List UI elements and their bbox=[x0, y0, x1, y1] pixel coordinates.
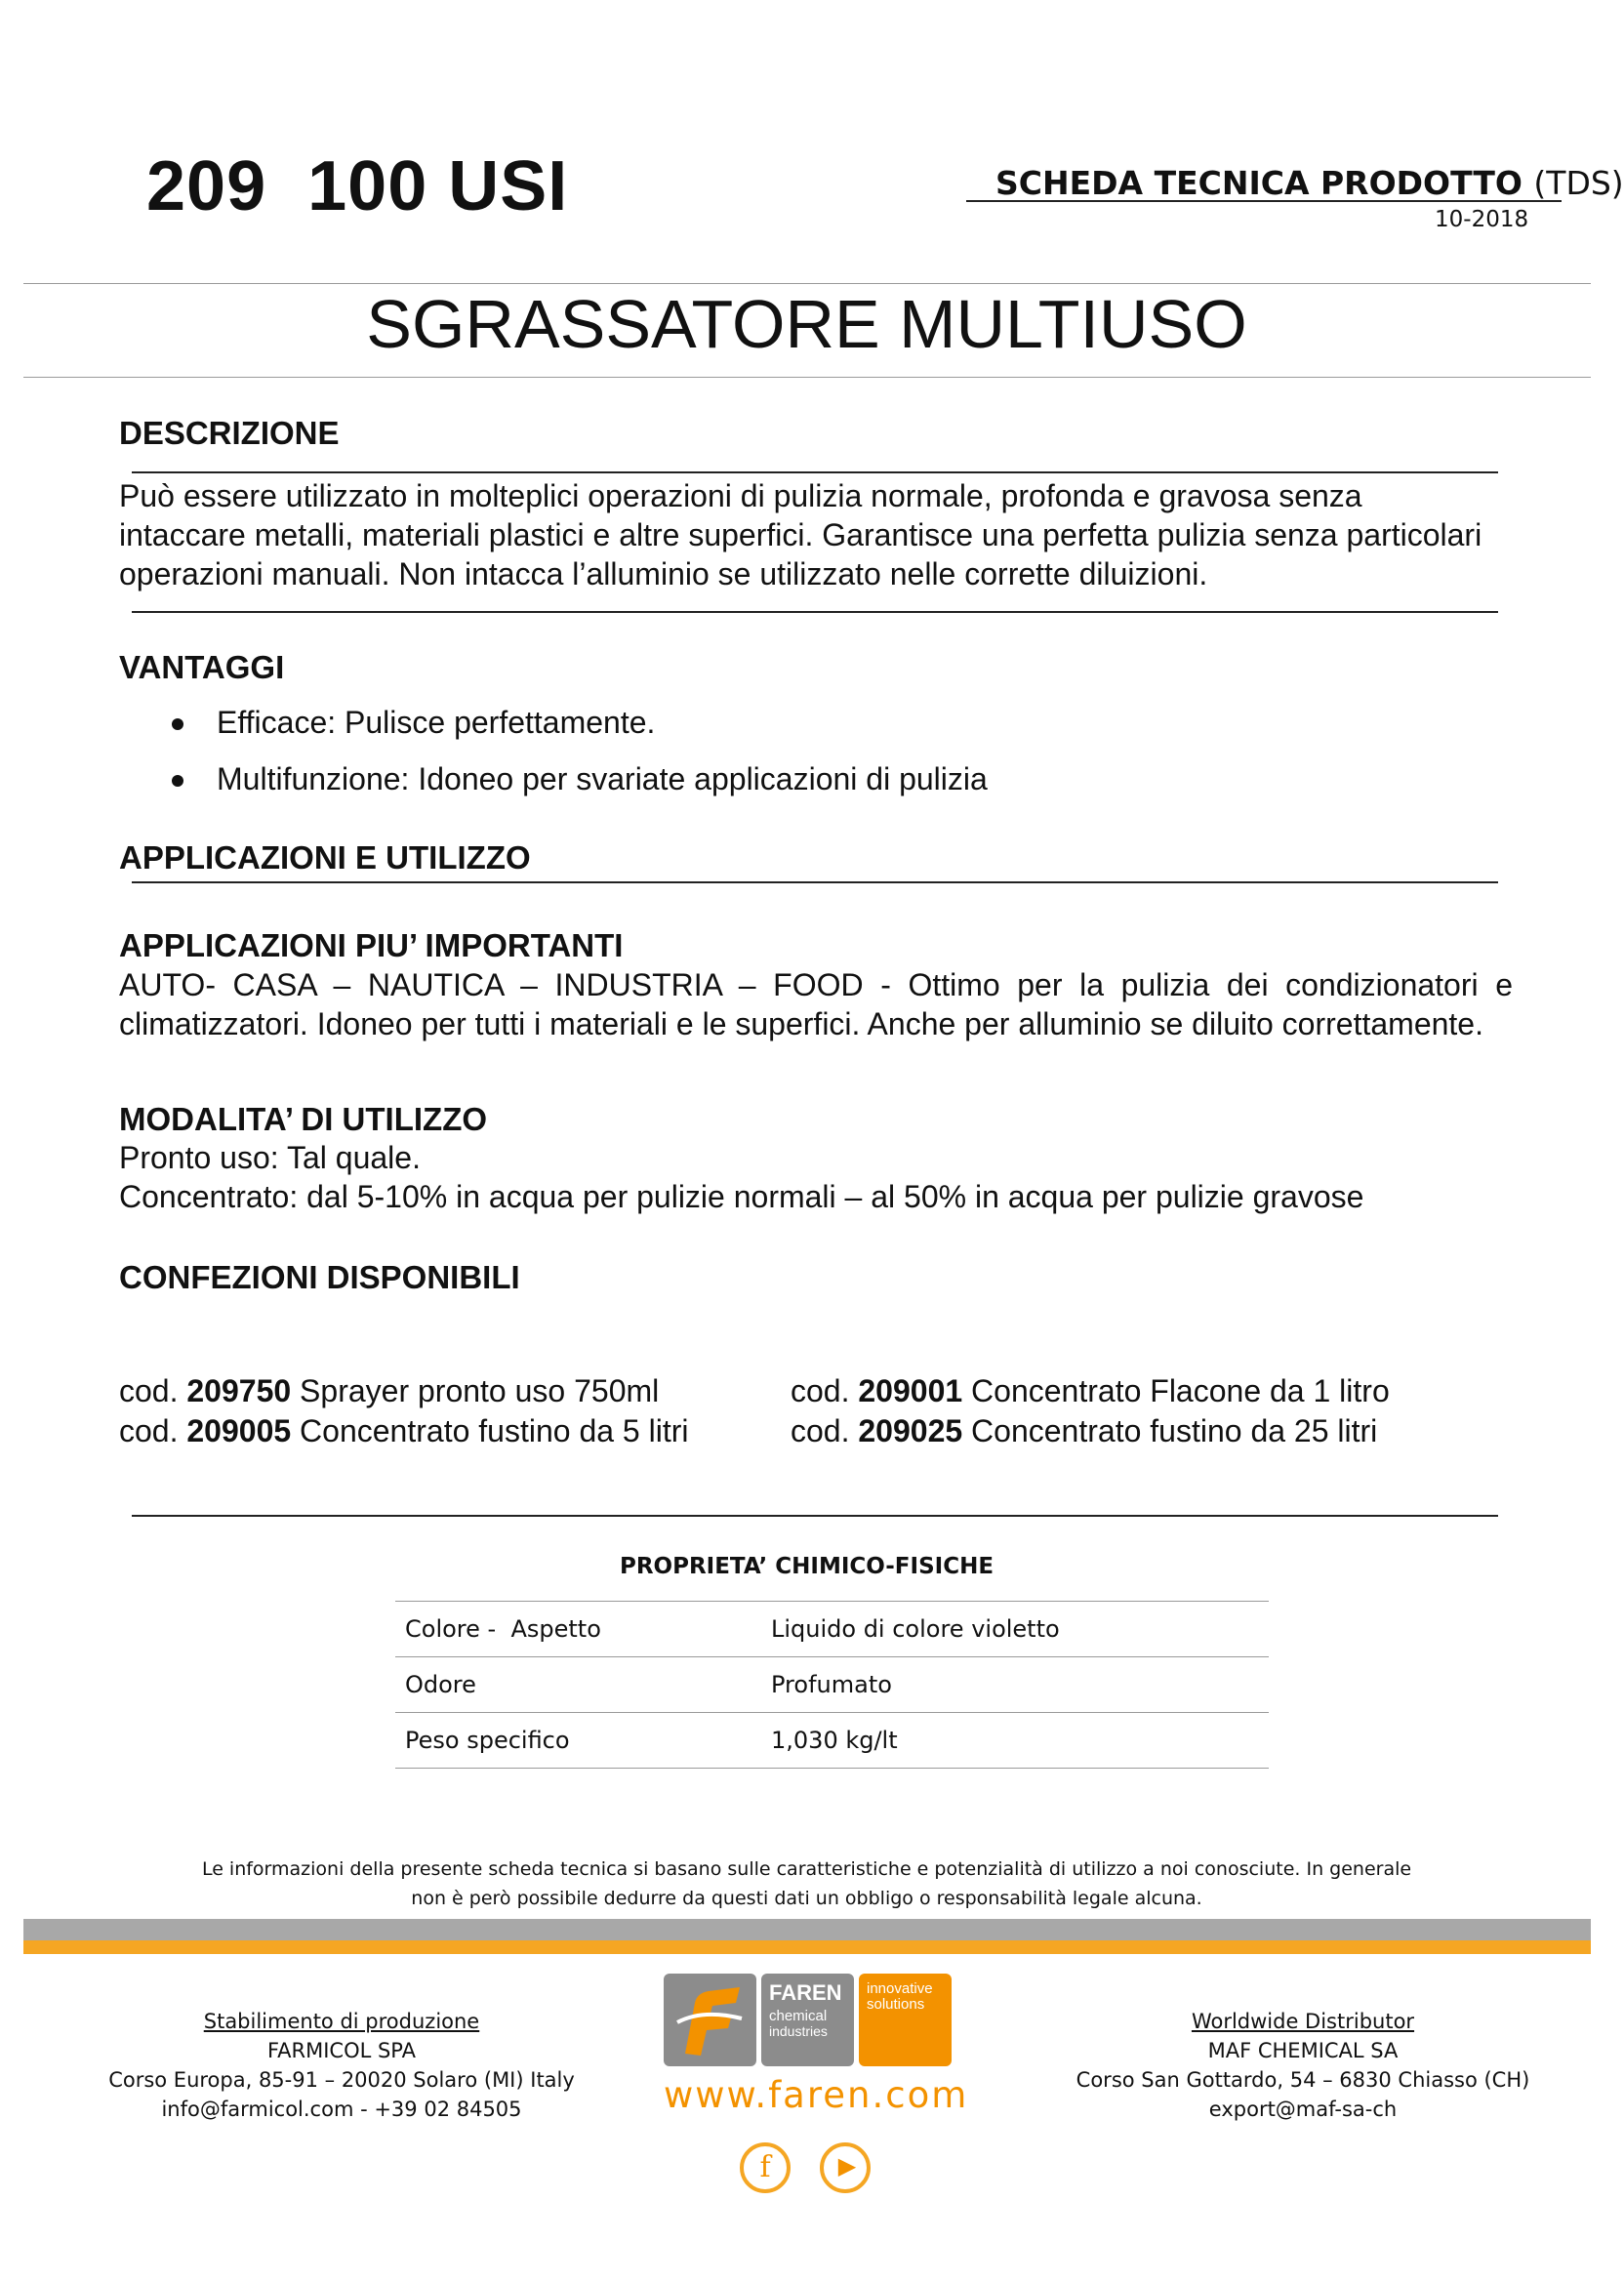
applicazioni-importanti-heading: APPLICAZIONI PIU’ IMPORTANTI bbox=[119, 927, 624, 963]
section-heading-confezioni: CONFEZIONI DISPONIBILI bbox=[119, 1259, 520, 1295]
package-prefix: cod. bbox=[791, 1373, 859, 1408]
descrizione-text: Può essere utilizzato in molteplici operazioni di pulizia normale, profonda e gravosa senza intaccare metalli, materiali plastici e altre superfici. Garantisce una perfetta pulizia senza particolari operazioni manuali. Non intacca l’alluminio se utilizzato nelle corrette diluizioni. bbox=[119, 478, 1482, 591]
footer-right-company: MAF CHEMICAL SA bbox=[1207, 2039, 1399, 2062]
package-item bbox=[791, 1371, 1390, 1411]
logo-sub-1: chemical bbox=[769, 2008, 828, 2024]
section-heading-vantaggi: VANTAGGI bbox=[119, 649, 285, 685]
vantaggi-list bbox=[119, 703, 988, 816]
package-code: 209005 bbox=[186, 1413, 292, 1448]
descrizione-rule-top bbox=[132, 471, 1498, 473]
descrizione-rule-bottom bbox=[132, 611, 1498, 613]
faren-logo bbox=[664, 1974, 969, 2116]
modalita-line-2: Concentrato: dal 5-10% in acqua per pulizie normali – al 50% in acqua per pulizie gravose bbox=[119, 1179, 1364, 1214]
disclaimer bbox=[0, 1854, 1613, 1913]
bullet-icon bbox=[172, 718, 183, 730]
properties-rule bbox=[395, 1768, 1269, 1769]
property-value: 1,030 kg/lt bbox=[771, 1727, 898, 1754]
footer-right-contact: export@maf-sa-ch bbox=[1208, 2098, 1398, 2121]
tds-title bbox=[995, 164, 1624, 202]
package-desc: Concentrato Flacone da 1 litro bbox=[962, 1373, 1390, 1408]
top-divider bbox=[23, 283, 1591, 284]
facebook-icon[interactable] bbox=[740, 2142, 791, 2193]
play-glyph: ▶ bbox=[837, 2152, 857, 2180]
table-row bbox=[395, 1657, 1269, 1712]
logo-tagline-box bbox=[859, 1974, 952, 2066]
package-item bbox=[791, 1411, 1377, 1451]
list-item-text: Multifunzione: Idoneo per svariate applicazioni di pulizia bbox=[217, 761, 988, 796]
logo-mark-box bbox=[664, 1974, 756, 2066]
logo-brand: FAREN bbox=[769, 1980, 842, 2005]
footer-right-address: Corso San Gottardo, 54 – 6830 Chiasso (CH) bbox=[1076, 2068, 1530, 2092]
package-prefix: cod. bbox=[119, 1373, 187, 1408]
section-heading-applicazioni: APPLICAZIONI E UTILIZZO bbox=[119, 839, 531, 876]
list-item bbox=[119, 759, 988, 798]
applicazioni-importanti-text: AUTO- CASA – NAUTICA – INDUSTRIA – FOOD - Ottimo per la pulizia dei condizionatori e climatizzatori. Idoneo per tutti i materiali e le superfici. Anche per alluminio se diluito correttamente. bbox=[119, 967, 1513, 1041]
property-value: Profumato bbox=[771, 1671, 892, 1698]
disclaimer-line-1: Le informazioni della presente scheda tecnica si basano sulle caratteristiche e potenzialità di utilizzo a noi conosciute. In generale bbox=[201, 1858, 1412, 1880]
footer-left-address: Corso Europa, 85-91 – 20020 Solaro (MI) Italy bbox=[108, 2068, 575, 2092]
table-row bbox=[395, 1713, 1269, 1768]
package-item bbox=[119, 1411, 688, 1451]
table-row bbox=[395, 1602, 1269, 1656]
disclaimer-line-2: non è però possibile dedurre da questi dati un obbligo o responsabilità legale alcuna. bbox=[411, 1888, 1202, 1909]
footer-left bbox=[98, 2007, 586, 2124]
tds-date: 10-2018 bbox=[1435, 207, 1529, 232]
footer-left-title: Stabilimento di produzione bbox=[203, 2010, 480, 2033]
logo-brand-box bbox=[761, 1974, 854, 2066]
footer-bar-grey bbox=[23, 1919, 1591, 1940]
footer-left-contact: info@farmicol.com - +39 02 84505 bbox=[161, 2098, 522, 2121]
tds-suffix: (TDS) bbox=[1533, 164, 1624, 202]
modalita-heading: MODALITA’ DI UTILIZZO bbox=[119, 1101, 488, 1137]
package-desc: Sprayer pronto uso 750ml bbox=[291, 1373, 660, 1408]
list-item-text: Efficace: Pulisce perfettamente. bbox=[217, 705, 656, 740]
property-key: Peso specifico bbox=[405, 1727, 570, 1754]
logo-url[interactable]: www.faren.com bbox=[664, 2074, 969, 2116]
footer-left-company: FARMICOL SPA bbox=[266, 2039, 416, 2062]
package-prefix: cod. bbox=[791, 1413, 859, 1448]
product-code: 209 100 USI bbox=[146, 147, 569, 225]
tds-title-text: SCHEDA TECNICA PRODOTTO bbox=[995, 164, 1522, 202]
package-code: 209750 bbox=[186, 1373, 292, 1408]
faren-mark-icon bbox=[664, 1974, 756, 2066]
package-desc: Concentrato fustino da 25 litri bbox=[962, 1413, 1378, 1448]
property-key: Odore bbox=[405, 1671, 476, 1698]
footer-right-title: Worldwide Distributor bbox=[1191, 2010, 1415, 2033]
page-title: SGRASSATORE MULTIUSO bbox=[366, 286, 1247, 362]
property-key: Colore - Aspetto bbox=[405, 1615, 601, 1643]
modalita-line-1: Pronto uso: Tal quale. bbox=[119, 1140, 421, 1175]
tds-underline bbox=[966, 200, 1562, 202]
package-item bbox=[119, 1371, 659, 1411]
bullet-icon bbox=[172, 775, 183, 787]
property-value: Liquido di colore violetto bbox=[771, 1615, 1060, 1643]
logo-tag-1: innovative bbox=[867, 1980, 933, 1997]
title-divider bbox=[23, 377, 1591, 378]
package-code: 209001 bbox=[858, 1373, 963, 1408]
applicazioni-rule bbox=[132, 881, 1498, 883]
properties-heading: PROPRIETA’ CHIMICO-FISICHE bbox=[619, 1554, 995, 1579]
youtube-play-icon[interactable] bbox=[820, 2142, 871, 2193]
logo-sub-2: industries bbox=[769, 2023, 828, 2039]
footer-right bbox=[1059, 2007, 1547, 2124]
package-prefix: cod. bbox=[119, 1413, 187, 1448]
footer-bar-orange bbox=[23, 1940, 1591, 1954]
facebook-glyph: f bbox=[759, 2150, 771, 2184]
package-desc: Concentrato fustino da 5 litri bbox=[291, 1413, 689, 1448]
section-heading-descrizione: DESCRIZIONE bbox=[119, 415, 340, 451]
confezioni-rule bbox=[132, 1515, 1498, 1517]
list-item bbox=[119, 703, 988, 742]
logo-tag-2: solutions bbox=[867, 1996, 925, 2013]
package-code: 209025 bbox=[858, 1413, 963, 1448]
